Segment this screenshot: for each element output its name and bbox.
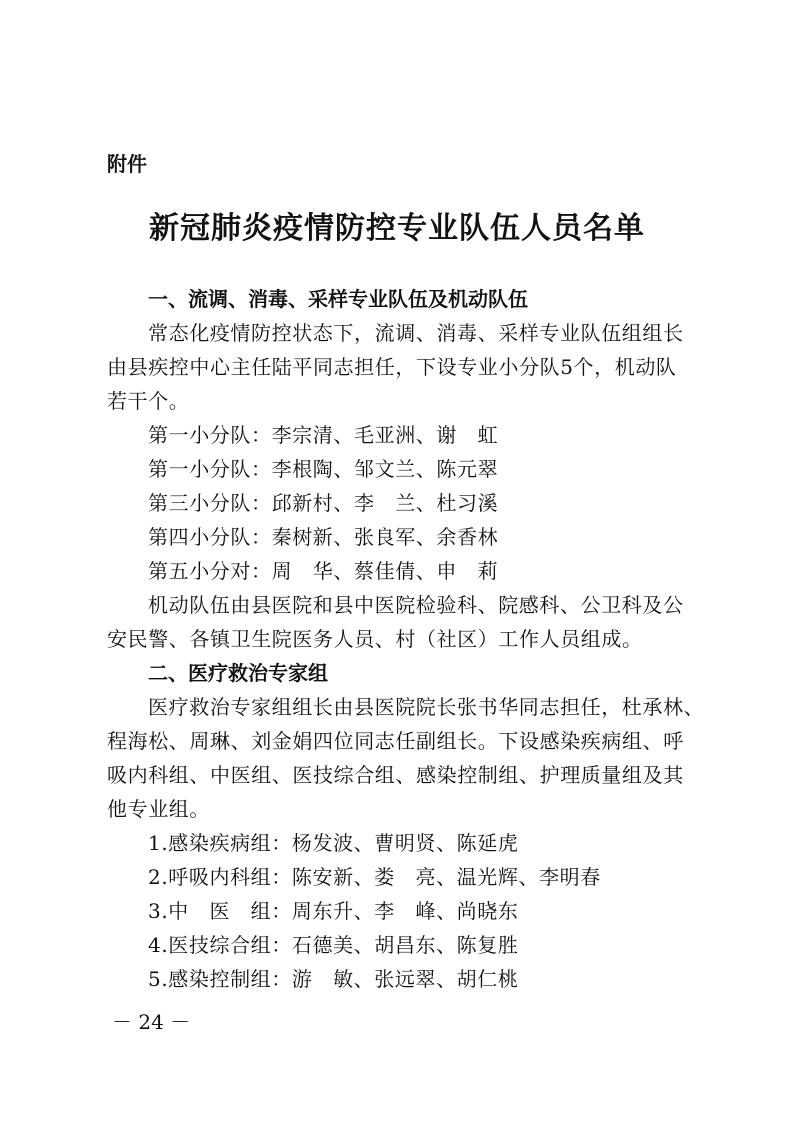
expert-group-line: 3.中 医 组：周东升、李 峰、尚晓东 <box>148 899 519 923</box>
section2-intro-line: 吸内科组、中医组、医技综合组、感染控制组、护理质量组及其 <box>107 763 684 787</box>
squad-line: 第五小分对：周 华、蔡佳倩、申 莉 <box>148 559 499 583</box>
page-number: － 24 － <box>112 1010 191 1034</box>
section1-intro-line: 常态化疫情防控状态下，流调、消毒、采样专业队伍组组长 <box>148 321 684 345</box>
expert-group-line: 1.感染疾病组：杨发波、曹明贤、陈延虎 <box>148 831 519 855</box>
section1-heading: 一、流调、消毒、采样专业队伍及机动队伍 <box>148 287 528 311</box>
squad-line: 第一小分队：李根陶、邹文兰、陈元翠 <box>148 457 499 481</box>
section2-heading: 二、医疗救治专家组 <box>148 661 328 685</box>
section1-intro-line: 由县疾控中心主任陆平同志担任，下设专业小分队5个，机动队 <box>107 355 677 379</box>
squad-line: 第四小分队：秦树新、张良军、余香林 <box>148 525 499 549</box>
mobile-team-line: 安民警、各镇卫生院医务人员、村（社区）工作人员组成。 <box>107 627 643 651</box>
squad-line: 第一小分队：李宗清、毛亚洲、谢 虹 <box>148 423 499 447</box>
mobile-team-line: 机动队伍由县医院和县中医院检验科、院感科、公卫科及公 <box>148 593 684 617</box>
section2-intro-line: 医疗救治专家组组长由县医院院长张书华同志担任，杜承林、 <box>148 695 705 719</box>
attachment-label: 附件 <box>107 152 147 176</box>
section1-intro-line: 若干个。 <box>107 389 190 413</box>
squad-line: 第三小分队：邱新村、李 兰、杜习溪 <box>148 491 499 515</box>
document-title: 新冠肺炎疫情防控专业队伍人员名单 <box>149 211 645 246</box>
section2-intro-line: 他专业组。 <box>107 797 210 821</box>
expert-group-line: 2.呼吸内科组：陈安新、娄 亮、温光辉、李明春 <box>148 865 601 889</box>
section2-intro-line: 程海松、周琳、刘金娟四位同志任副组长。下设感染疾病组、呼 <box>107 729 684 753</box>
expert-group-line: 5.感染控制组：游 敏、张远翠、胡仁桃 <box>148 967 519 991</box>
expert-group-line: 4.医技综合组：石德美、胡昌东、陈复胜 <box>148 933 519 957</box>
